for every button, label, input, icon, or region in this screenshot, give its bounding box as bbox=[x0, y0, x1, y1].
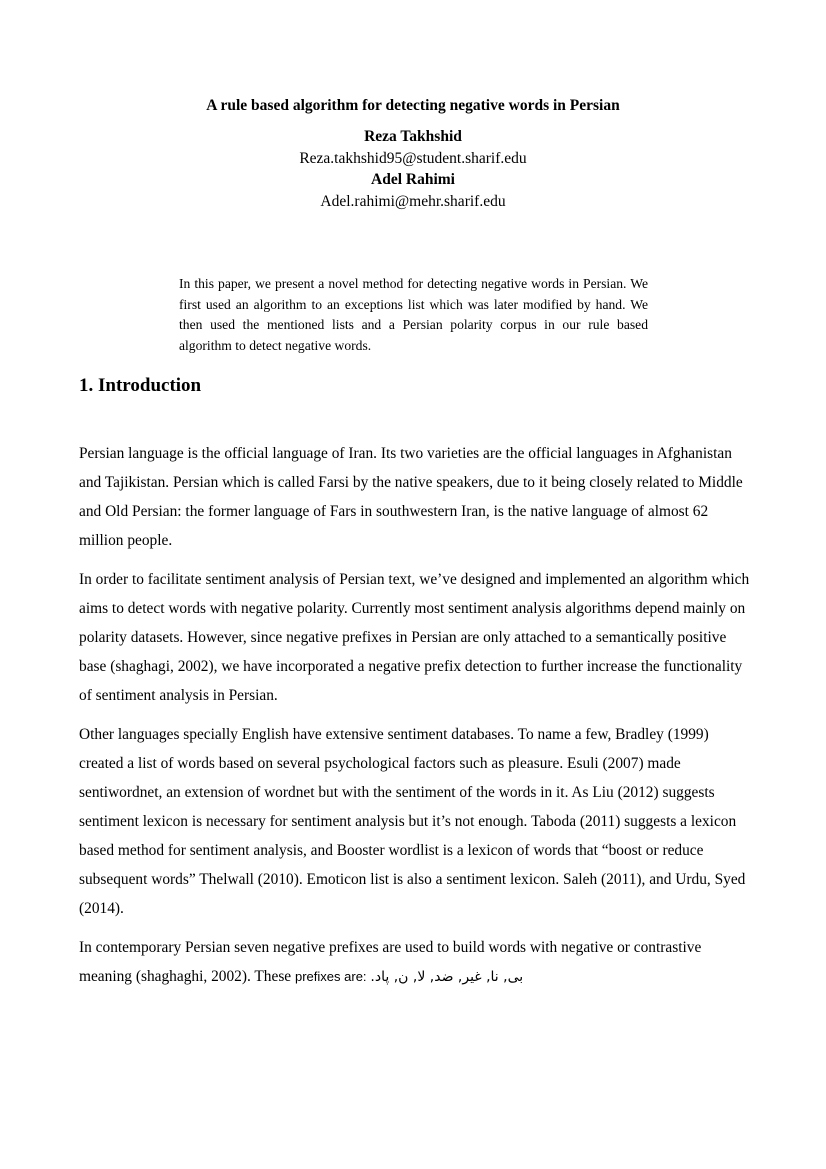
author-email-2: Adel.rahimi@mehr.sharif.edu bbox=[320, 192, 506, 210]
author-name-2: Adel Rahimi bbox=[371, 171, 455, 188]
paragraph: Other languages specially English have extensive sentiment databases. To name a few, Bradley (1999) created a list of words based on several psychological factors such as pleasure. Esuli (2007) made sentiwordnet, an extension of wordnet but with the sentiment of the words in it. As Liu (2012) suggests sentiment lexicon is necessary for sentiment analysis but it’s not enough. Taboda (2011) suggests a lexicon based method for sentiment analysis, and Booster wordlist is a lexicon of words that “boost or reduce subsequent words” Thelwall (2010). Emoticon list is also a sentiment lexicon. Saleh (2011), and Urdu, Syed (2014). bbox=[79, 726, 746, 917]
paragraph: Persian language is the official language of Iran. Its two varieties are the official languages in Afghanistan and Tajikistan. Persian which is called Farsi by the native speakers, due to it being closely related to Middle and Old Persian: the former language of Fars in southwestern Iran, is the native language of almost 62 million people. bbox=[79, 445, 743, 549]
author-name-1: Reza Takhshid bbox=[364, 128, 462, 145]
persian-prefixes: بی, نا, غیر, ضد, لا, ن, پاد. bbox=[370, 969, 524, 985]
paragraph: In order to facilitate sentiment analysis of Persian text, we’ve designed and implemented an algorithm which aims to detect words with negative polarity. Currently most sentiment analysis algorithms depend mainly on polarity datasets. However, since negative prefixes in Persian are only attached to a semantically positive base (shaghagi, 2002), we have incorporated a negative prefix detection to further increase the functionality of sentiment analysis in Persian. bbox=[79, 571, 750, 704]
paragraph-prefixes bbox=[79, 933, 751, 992]
abstract: In this paper, we present a novel method for detecting negative words in Persian. We first used an algorithm to an exceptions list which was later modified by hand. We then used the mentioned lists and a Persian polarity corpus in our rule based algorithm to detect negative words. bbox=[179, 276, 648, 353]
prefixes-label: prefixes are: bbox=[295, 969, 367, 984]
prefixes-text: In contemporary Persian seven negative prefixes are used to build words with negative or contrastive meaning (shaghaghi, 2002). These bbox=[79, 939, 702, 985]
author-email-1: Reza.takhshid95@student.sharif.edu bbox=[299, 149, 527, 167]
paper-title: A rule based algorithm for detecting negative words in Persian bbox=[206, 97, 620, 114]
section-heading: 1. Introduction bbox=[79, 375, 202, 396]
author-block bbox=[0, 126, 826, 212]
section-body bbox=[79, 439, 751, 1002]
